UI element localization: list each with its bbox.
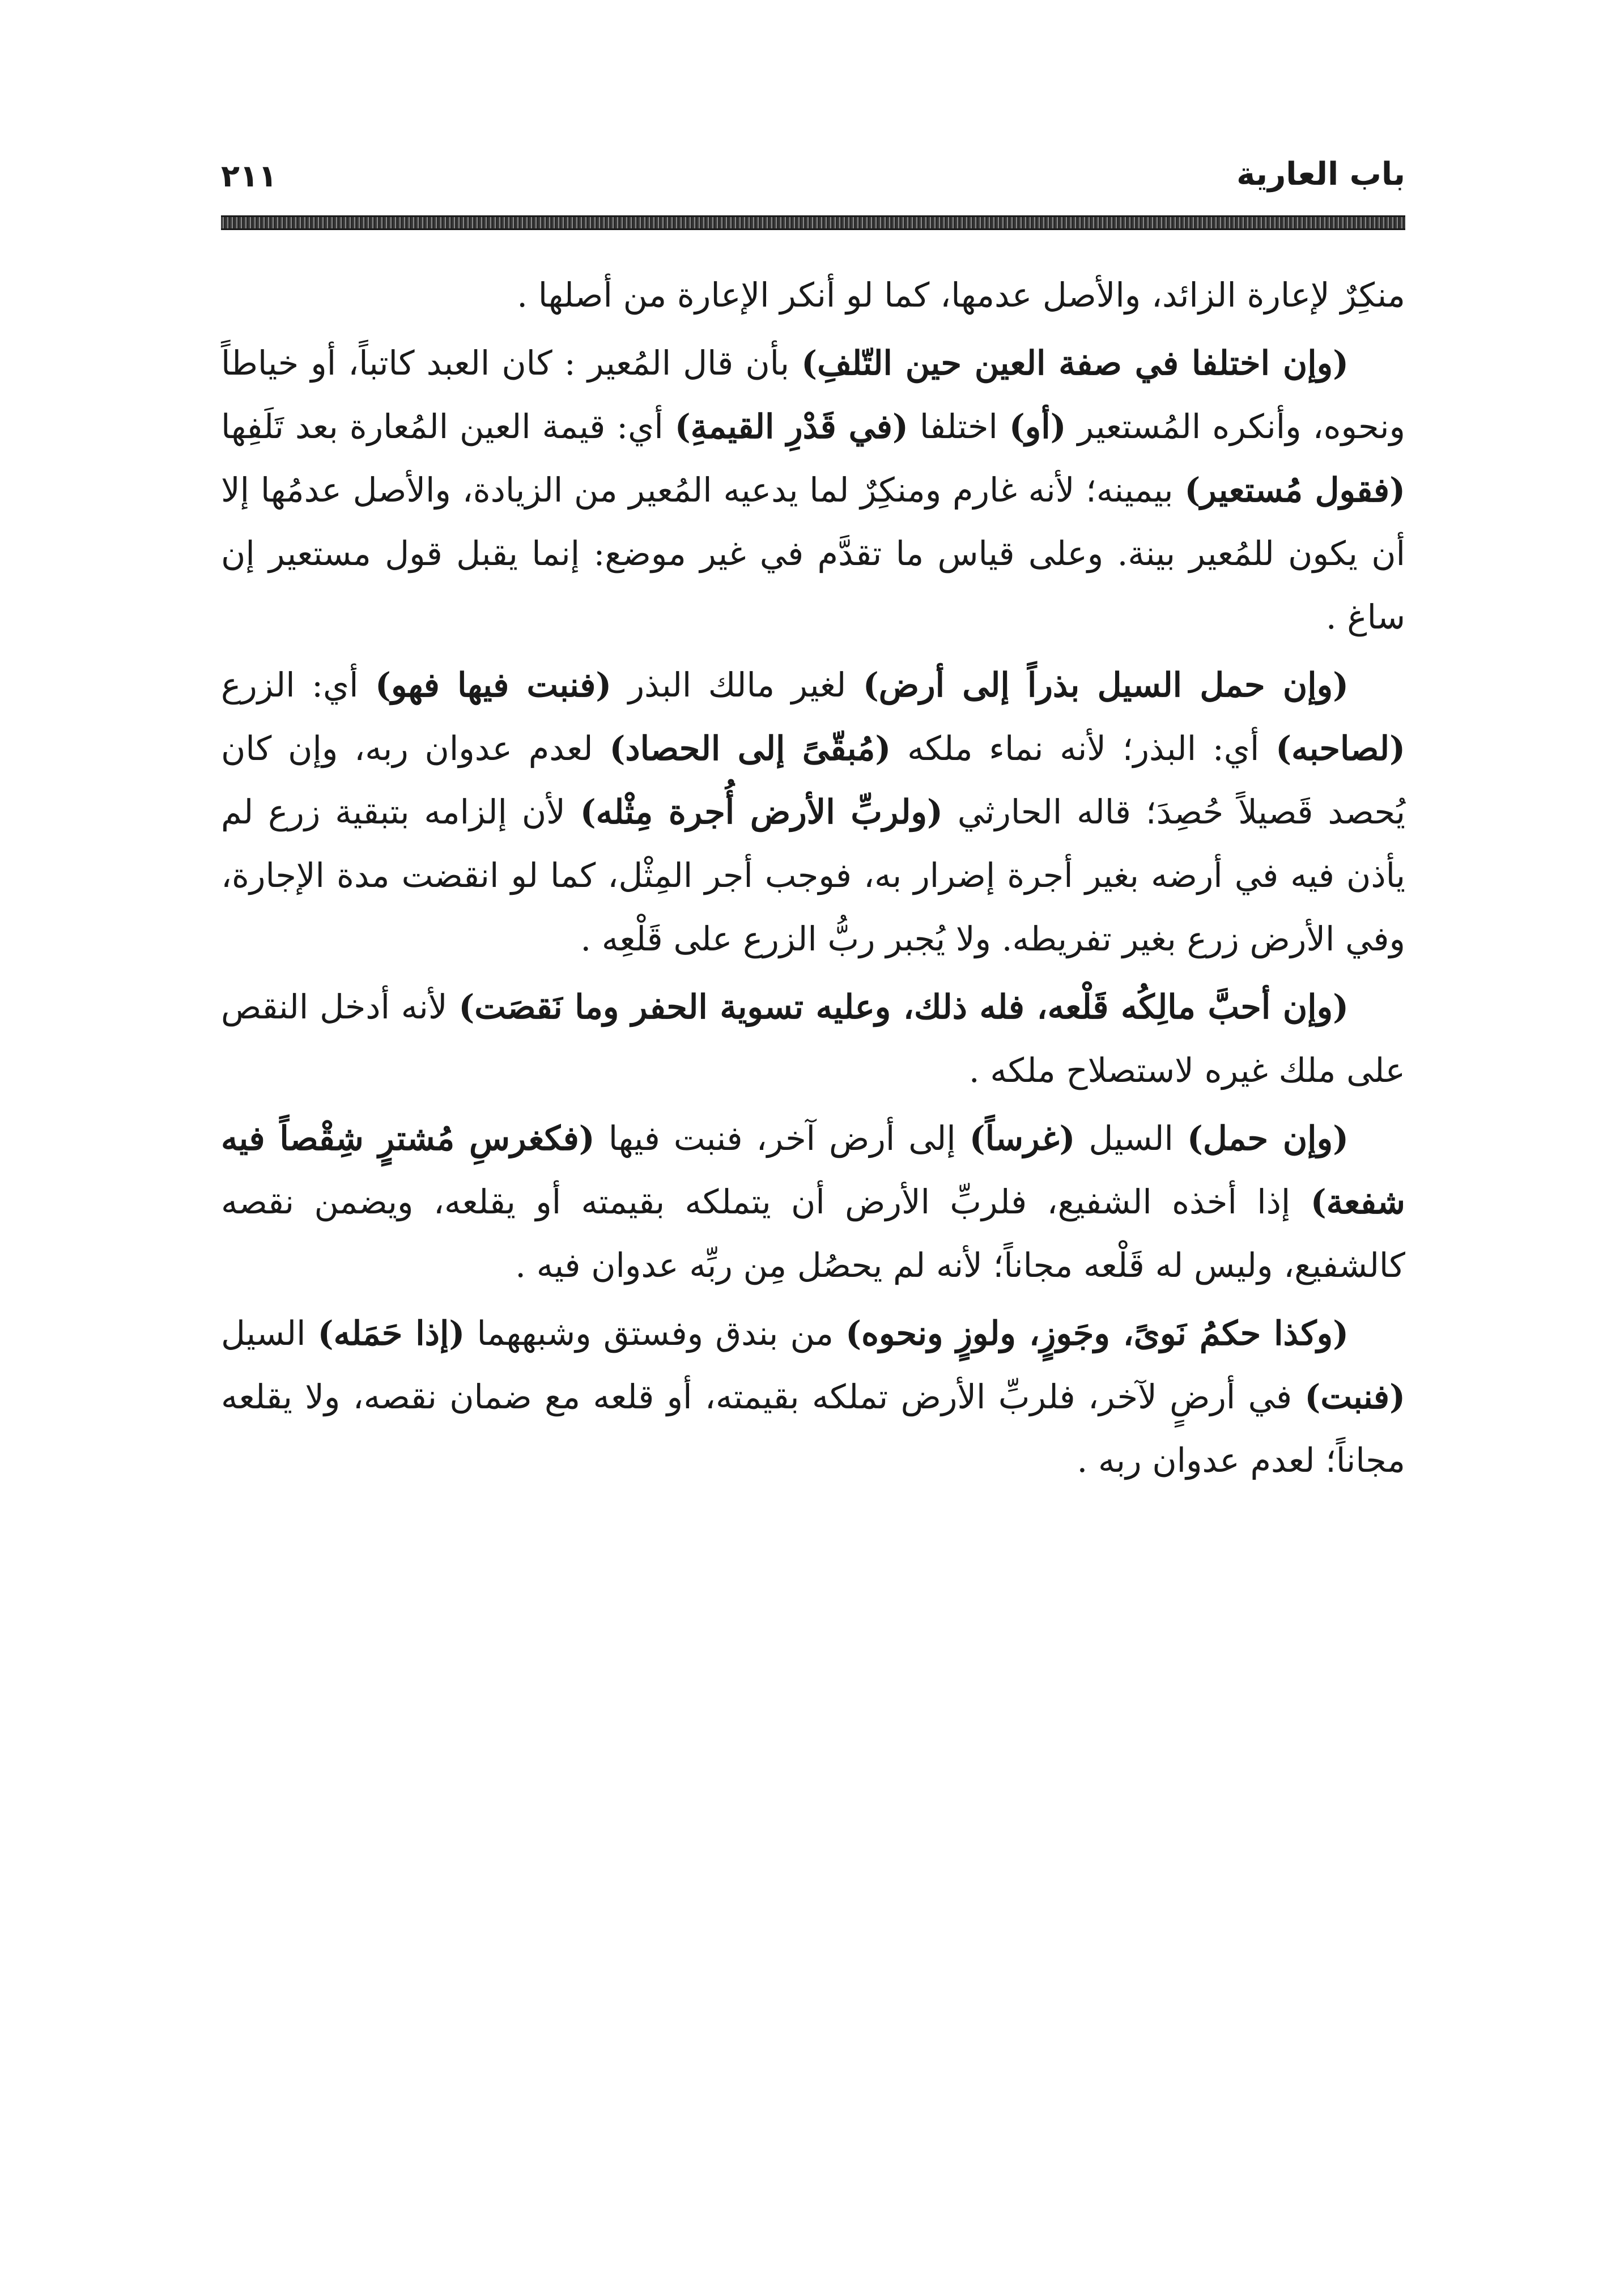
page-header bbox=[221, 142, 1405, 232]
matn-run: (ولربِّ الأرض أُجرة مِثْله) bbox=[580, 792, 943, 831]
text-run: لأنه أدخل النقص على ملك غيره لاستصلاح ملكه . bbox=[221, 987, 1405, 1090]
matn-run: (غرساً) bbox=[969, 1119, 1075, 1158]
paragraph-3 bbox=[221, 653, 1405, 971]
matn-run: (في قَدْرِ القيمةِ) bbox=[674, 407, 908, 446]
document-page bbox=[221, 142, 1405, 2239]
matn-run: (فنبت) bbox=[1304, 1377, 1405, 1416]
text-run: السيل bbox=[221, 1314, 318, 1353]
matn-run: (لصاحبه) bbox=[1276, 729, 1405, 768]
text-run: بأن قال المُعير : كان العبد كاتباً، أو خياطاً ونحوه، وأنكره المُستعير bbox=[221, 343, 1405, 446]
matn-run: (فكغرسِ مُشترٍ شِقْصاً فيه شفعة) bbox=[221, 1119, 1405, 1221]
matn-run: (وإن أحبَّ مالِكُه قَلْعه، فله ذلك، وعليه تسوية الحفر وما نَقصَت) bbox=[458, 987, 1349, 1026]
matn-run: (فنبت فيها فهو) bbox=[375, 665, 612, 704]
paragraph-2 bbox=[221, 332, 1405, 649]
text-run: لعدم عدوان ربه، وإن كان يُحصد قَصيلاً حُصِدَ؛ قاله الحارثي bbox=[221, 729, 1405, 831]
text-run: إذا أخذه الشفيع، فلربِّ الأرض أن يتملكه بقيمته أو يقلعه، ويضمن نقصه كالشفيع، وليس له قَلْعه مجاناً؛ لأنه لم يحصُل مِن ربِّه عدوان فيه . bbox=[221, 1182, 1405, 1285]
text-run: أي: البذر؛ لأنه نماء ملكه bbox=[891, 729, 1276, 768]
matn-run: (وإن حمل) bbox=[1187, 1119, 1349, 1158]
matn-run: (مُبقّىً إلى الحصاد) bbox=[609, 729, 891, 768]
text-run: أي: الزرع bbox=[221, 665, 376, 704]
text-run: إلى أرض آخر، فنبت فيها bbox=[594, 1119, 970, 1158]
paragraph-4 bbox=[221, 975, 1405, 1102]
text-run: لأن إلزامه بتبقية زرع لم يأذن فيه في أرضه بغير أجرة إضرار به، فوجب أجر المِثْل، كما لو انقضت مدة الإجارة، وفي الأرض زرع بغير تفريطه. ولا يُجبر ربُّ الزرع على قَلْعِه . bbox=[221, 792, 1405, 958]
text-run: بيمينه؛ لأنه غارم ومنكِرٌ لما يدعيه المُعير من الزيادة، والأصل عدمُها إلا أن يكون للمُعير بينة. وعلى قياس ما تقدَّم في غير موضع: إنما يقبل قول مستعير إن ساغ . bbox=[221, 470, 1405, 636]
matn-run: (إذا حَمَله) bbox=[317, 1314, 465, 1353]
matn-run: (وإن حمل السيل بذراً إلى أرض) bbox=[862, 665, 1349, 704]
header-rule bbox=[221, 215, 1405, 230]
running-title: باب العارية bbox=[1236, 156, 1405, 193]
text-run: منكِرٌ لإعارة الزائد، والأصل عدمها، كما لو أنكر الإعارة من أصلها . bbox=[517, 275, 1405, 315]
matn-run: (أو) bbox=[1009, 407, 1066, 446]
text-run: السيل bbox=[1075, 1119, 1187, 1158]
matn-run: (وكذا حكمُ نَوىً، وجَوزٍ، ولوزٍ ونحوه) bbox=[845, 1314, 1349, 1353]
text-run: في أرضٍ لآخر، فلربِّ الأرض تملكه بقيمته، أو قلعه مع ضمان نقصه، ولا يقلعه مجاناً؛ لعدم عدوان ربه . bbox=[221, 1377, 1405, 1480]
paragraph-5 bbox=[221, 1107, 1405, 1297]
matn-run: (وإن اختلفا في صفة العين حين التّلفِ) bbox=[801, 343, 1349, 383]
text-run: لغير مالك البذر bbox=[611, 665, 863, 704]
text-run: أي: قيمة العين المُعارة بعد تَلَفِها bbox=[221, 407, 675, 446]
text-run: اختلفا bbox=[908, 407, 1009, 446]
paragraph-1 bbox=[221, 264, 1405, 327]
page-number: ٢١١ bbox=[221, 158, 277, 194]
text-run: من بندق وفستق وشبههما bbox=[465, 1314, 846, 1353]
paragraph-6 bbox=[221, 1302, 1405, 1492]
body-text bbox=[221, 264, 1405, 1492]
matn-run: (فقول مُستعير) bbox=[1184, 470, 1405, 509]
